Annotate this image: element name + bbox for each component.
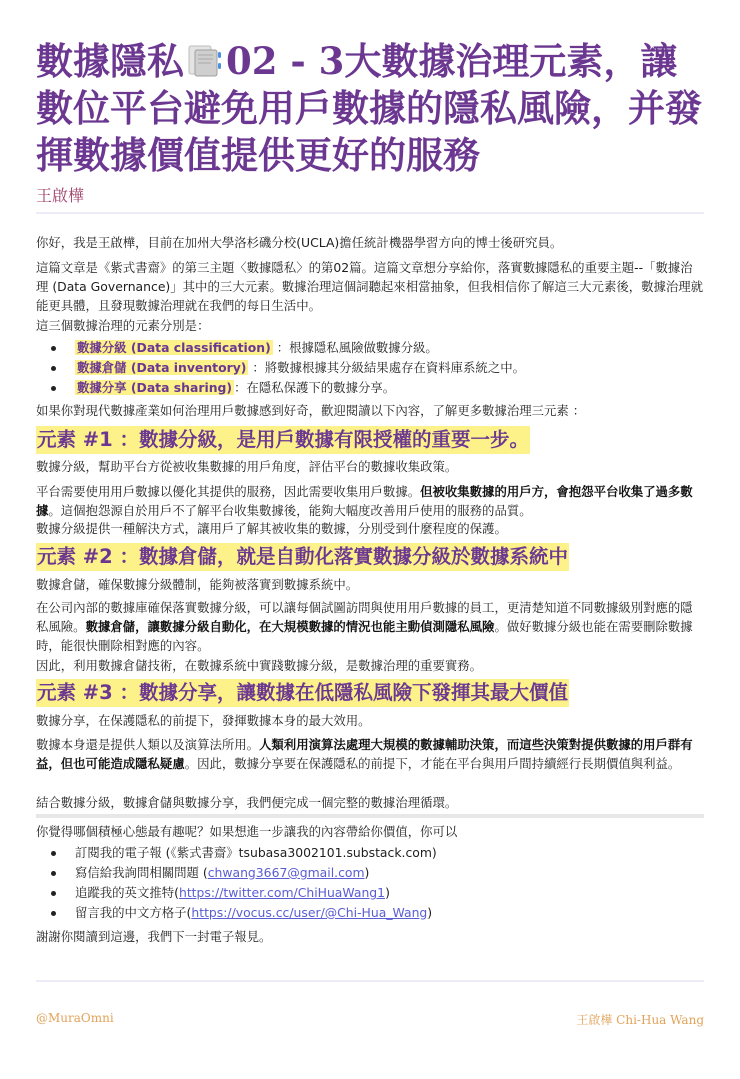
closing-paragraph-1: 你覺得哪個積極心態最有趣呢？如果想進一步讓我的內容帶給你價值，你可以 [36, 824, 458, 839]
section-3-paragraph-1: 數據分享，在保護隱私的前提下，發揮數據本身的最大效用。 [36, 713, 371, 728]
section-1-paragraph-2 [36, 482, 704, 520]
item-text: 寫信給我詢問相關問題 ( [75, 865, 208, 880]
section-2-paragraph-3: 因此，利用數據倉儲技術，在數據系統中實踐數據分級，是數據治理的重要實務。 [36, 658, 483, 673]
item-text: 追蹤我的英文推特( [75, 885, 179, 900]
item-text: 留言我的中文方格子( [75, 905, 192, 920]
footer-author: 王啟樺 Chi-Hua Wang [576, 1013, 704, 1027]
bullet-icon [51, 871, 56, 876]
contact-list [36, 843, 704, 923]
footer-handle: @MuraOmni [36, 1011, 114, 1025]
bullet-icon [51, 891, 56, 896]
section-3-paragraph-2 [36, 735, 704, 773]
section-3-heading: 元素 #3 ：數據分享，讓數據在低隱私風險下發揮其最大價值 [36, 679, 569, 707]
title-number: 02 - 3 [226, 39, 345, 83]
list-item-vocus [36, 903, 704, 923]
bullet-icon [51, 386, 56, 391]
bullet-icon [51, 851, 56, 856]
section-2-paragraph-2 [36, 598, 704, 655]
bullet-icon [51, 911, 56, 916]
term-description: ：在隱私保護下的數據分享。 [234, 380, 396, 395]
text: 。這個抱怨源自於用戶不了解平台收集數據後，能夠大幅度改善用戶使用的服務的品質。 [48, 503, 532, 518]
term-description: ：根據隱私風險做數據分級。 [272, 340, 438, 355]
twitter-link[interactable]: https://twitter.com/ChiHuaWang1 [178, 885, 386, 900]
author-name: 王啟樺 [36, 186, 85, 205]
text: 。因此，數據分享要在保護隱私的前提下，才能在平台與用戶間持續經行長期價值與利益。 [184, 756, 681, 771]
bullet-icon [51, 346, 56, 351]
vocus-link[interactable]: https://vocus.cc/user/@Chi-Hua_Wang [191, 905, 428, 920]
bold-text: 數據倉儲，讓數據分級自動化，在大規模數據的情況也能主動偵測隱私風險 [85, 619, 495, 634]
intro-paragraph-3: 這三個數據治理的元素分別是： [36, 318, 210, 333]
section-3-paragraph-3: 結合數據分級，數據倉儲與數據分享，我們便完成一個完整的數據治理循環。 [36, 795, 458, 810]
highlighted-term: 數據倉儲 (Data inventory) [77, 360, 247, 375]
section-2-paragraph-1: 數據倉儲，確保數據分級體制，能夠被落實到數據系統中。 [36, 577, 359, 592]
header-divider [36, 212, 704, 214]
title-text: 大數據治理元素，讓數位平台避免用戶數據的隱私風險，并發揮數據價值提供更好的服務 [36, 40, 702, 177]
document-icon [186, 42, 224, 76]
intro-paragraph-4: 如果你對現代數據產業如何治理用戶數據感到好奇，歡迎閱讀以下內容，了解更多數據治理三元素 ： [36, 403, 586, 418]
term-description: ：將數據根據其分級結果處存在資料庫系統之中。 [248, 360, 525, 375]
bold-text: 人類利用演算法處理大規模的數據輔助決策，而這些決策對提供數據的用戶群有益，但也可能造成隱私疑慮 [36, 737, 693, 771]
section-1-paragraph-3: 數據分級提供一種解決方式，讓用戶了解其被收集的數據，分別受到什麼程度的保護。 [36, 521, 507, 536]
closing-divider [36, 814, 704, 818]
text: 在公司內部的數據庫確保落實數據分級，可以讓每個試圖訪問與使用用戶數據的員工，更清楚知道不同數據級別對應的隱私風險。 [36, 600, 693, 634]
list-item-twitter [36, 883, 704, 903]
list-item [36, 358, 704, 378]
list-item [36, 378, 704, 398]
item-suffix: ) [364, 865, 370, 880]
text: 平台需要使用用戶數據以優化其提供的服務，因此需要收集用戶數據。 [36, 484, 421, 499]
item-suffix: ) [385, 885, 390, 900]
list-item [36, 338, 704, 358]
highlighted-term: 數據分享 (Data sharing) [77, 380, 233, 395]
section-1-heading: 元素 #1 ：數據分級，是用戶數據有限授權的重要一步。 [36, 426, 530, 454]
bullet-icon [51, 366, 56, 371]
text: 數據本身還是提供人類以及演算法所用。 [36, 737, 260, 752]
intro-paragraph-2: 這篇文章是《紫式書齋》的第三主題〈數據隱私〉的第02篇。這篇文章想分享給你，落實數據隱私的重要主題--「數據治理 (Data Governance)」其中的三大元素。數據治理這個詞聽起來相當抽象，但我相信你了解這三大元素後，數據治理就能更具體，且發現數據治理就在我們的每日生活中。 [36, 260, 704, 313]
item-suffix: ) [427, 905, 433, 920]
section-2-heading: 元素 #2 ：數據倉儲，就是自動化落實數據分級於數據系統中 [36, 543, 569, 571]
section-1-paragraph-1: 數據分級，幫助平台方從被收集數據的用戶角度，評估平台的數據收集政策。 [36, 459, 458, 474]
email-link[interactable]: chwang3667@gmail.com [207, 865, 365, 880]
item-text: 訂閱我的電子報 (《紫式書齋》tsubasa3002101.substack.com) [75, 845, 437, 860]
bold-text: 但被收集數據的用戶方，會抱怨平台收集了過多數據 [36, 484, 693, 518]
intro-paragraph-1: 你好，我是王啟樺，目前在加州大學洛杉磯分校(UCLA)擔任統計機器學習方向的博士後研究員。 [36, 235, 563, 250]
elements-list [36, 338, 704, 398]
list-item-newsletter [36, 843, 704, 863]
highlighted-term: 數據分級 (Data classification) [77, 340, 271, 355]
text: 。做好數據分級也能在需要刪除數據時，能很快刪除相對應的內容。 [36, 619, 693, 653]
title-topic: 數據隱私 [36, 40, 184, 83]
page-title [36, 38, 704, 179]
list-item-email [36, 863, 704, 883]
closing-paragraph-2: 謝謝你閱讀到這邊，我們下一封電子報見。 [36, 929, 272, 944]
footer-divider [36, 980, 704, 982]
